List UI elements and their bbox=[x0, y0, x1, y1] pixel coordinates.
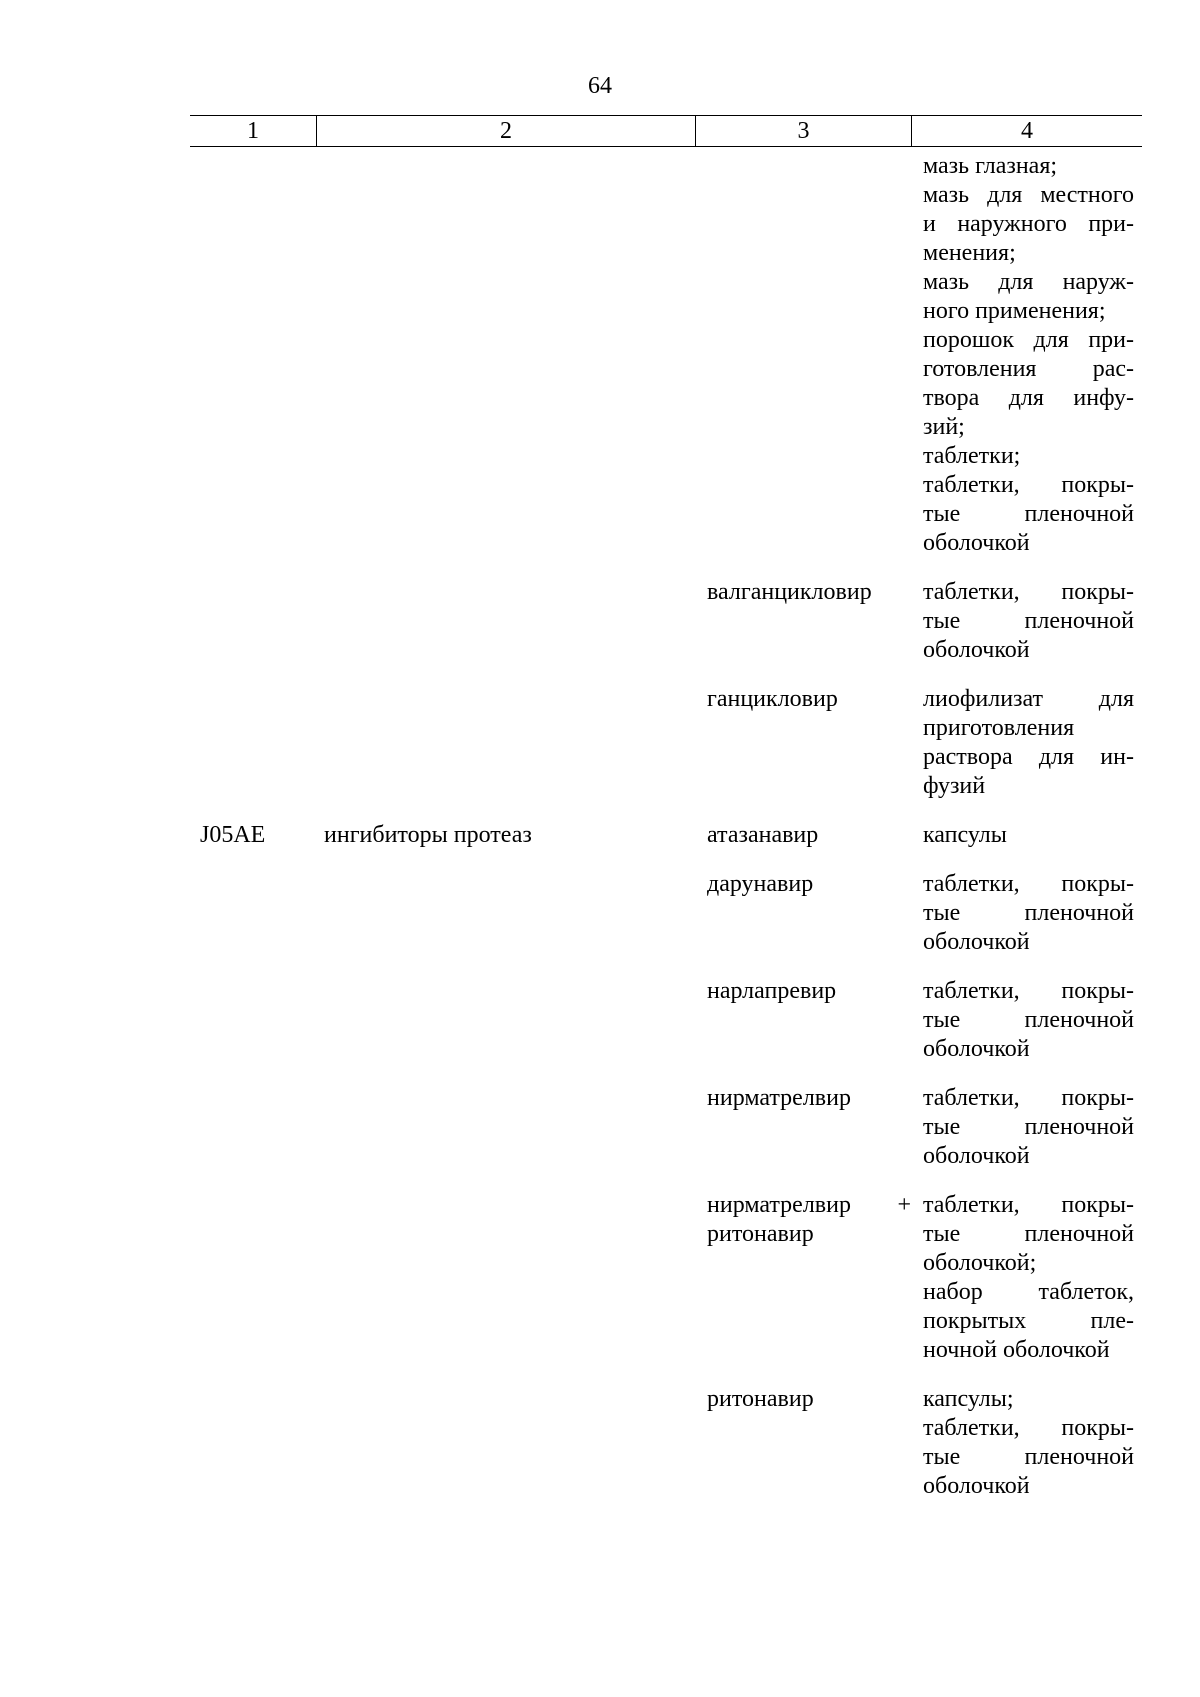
dosage-form-line: оболочкой bbox=[923, 637, 1030, 663]
table-row bbox=[190, 1084, 1142, 1171]
table-row bbox=[190, 685, 1142, 801]
dosage-form-line: капсулы bbox=[923, 822, 1007, 848]
dosage-forms bbox=[911, 1191, 1142, 1365]
table-row bbox=[190, 977, 1142, 1064]
dosage-form-line: набор таблеток, bbox=[923, 1279, 1134, 1305]
dosage-form-line: таблетки, покры- bbox=[923, 579, 1134, 605]
dosage-form-line: раствора для ин- bbox=[923, 744, 1134, 770]
dosage-forms bbox=[911, 821, 1142, 850]
table-row bbox=[190, 1385, 1142, 1501]
drug-name bbox=[695, 152, 911, 558]
atc-group bbox=[316, 977, 695, 1064]
atc-group bbox=[316, 1084, 695, 1171]
header-col-1: 1 bbox=[247, 118, 259, 144]
dosage-form-line: твора для инфу- bbox=[923, 385, 1134, 411]
atc-group bbox=[316, 870, 695, 957]
dosage-form-line: оболочкой; bbox=[923, 1250, 1037, 1276]
dosage-forms bbox=[911, 578, 1142, 665]
header-col-2: 2 bbox=[316, 116, 695, 146]
dosage-form-line: таблетки, покры- bbox=[923, 978, 1134, 1004]
drug-name: валганцикловир bbox=[707, 579, 872, 605]
dosage-form-line: таблетки; bbox=[923, 443, 1021, 469]
dosage-form-line: оболочкой bbox=[923, 1036, 1030, 1062]
dosage-form-line: тые пленочной bbox=[923, 900, 1134, 926]
dosage-form-line: таблетки, покры- bbox=[923, 1415, 1134, 1441]
dosage-forms bbox=[911, 152, 1142, 558]
dosage-form-line: порошок для при- bbox=[923, 327, 1134, 353]
dosage-form-line: оболочкой bbox=[923, 1143, 1030, 1169]
drug-name: дарунавир bbox=[707, 871, 814, 897]
atc-code bbox=[190, 1191, 316, 1365]
dosage-form-line: мазь для наруж- bbox=[923, 269, 1134, 295]
atc-group bbox=[316, 1191, 695, 1365]
table-row bbox=[190, 578, 1142, 665]
header-col-3: 3 bbox=[695, 116, 911, 146]
atc-group bbox=[316, 685, 695, 801]
atc-code bbox=[190, 1084, 316, 1171]
dosage-form-line: тые пленочной bbox=[923, 608, 1134, 634]
dosage-form-line: оболочкой bbox=[923, 530, 1030, 556]
dosage-form-line: зий; bbox=[923, 414, 965, 440]
dosage-form-line: тые пленочной bbox=[923, 1007, 1134, 1033]
dosage-form-line: тые пленочной bbox=[923, 501, 1134, 527]
table-header bbox=[190, 115, 1142, 147]
table-row bbox=[190, 152, 1142, 558]
drug-name: нирматрелвир bbox=[707, 1085, 851, 1111]
atc-group bbox=[316, 1385, 695, 1501]
atc-code bbox=[190, 977, 316, 1064]
dosage-form-line: капсулы; bbox=[923, 1386, 1014, 1412]
dosage-form-line: таблетки, покры- bbox=[923, 472, 1134, 498]
drug-name: атазанавир bbox=[707, 822, 819, 848]
dosage-form-line: приготовления bbox=[923, 715, 1075, 741]
atc-group bbox=[316, 152, 695, 558]
dosage-form-line: таблетки, покры- bbox=[923, 871, 1134, 897]
atc-code: J05AE bbox=[200, 822, 266, 848]
dosage-form-line: фузий bbox=[923, 773, 986, 799]
atc-code bbox=[190, 870, 316, 957]
dosage-form-line: оболочкой bbox=[923, 929, 1030, 955]
dosage-form-line: таблетки, покры- bbox=[923, 1192, 1134, 1218]
dosage-form-line: тые пленочной bbox=[923, 1114, 1134, 1140]
drug-name: ритонавир bbox=[707, 1386, 814, 1412]
table-row bbox=[190, 870, 1142, 957]
drug-name: нарлапревир bbox=[707, 978, 837, 1004]
table-row bbox=[190, 821, 1142, 850]
dosage-forms bbox=[911, 870, 1142, 957]
dosage-form-line: покрытых пле- bbox=[923, 1308, 1134, 1334]
drug-name: ганцикловир bbox=[707, 686, 838, 712]
header-col-4: 4 bbox=[911, 116, 1142, 146]
dosage-form-line: готовления рас- bbox=[923, 356, 1134, 382]
dosage-forms bbox=[911, 1084, 1142, 1171]
table-row bbox=[190, 1191, 1142, 1365]
dosage-form-line: тые пленочной bbox=[923, 1444, 1134, 1470]
dosage-form-line: оболочкой bbox=[923, 1473, 1030, 1499]
dosage-forms bbox=[911, 977, 1142, 1064]
dosage-form-line: и наружного при- bbox=[923, 211, 1134, 237]
atc-code bbox=[190, 578, 316, 665]
dosage-form-line: менения; bbox=[923, 240, 1016, 266]
atc-group: ингибиторы протеаз bbox=[324, 822, 532, 848]
page-number: 64 bbox=[588, 73, 612, 99]
dosage-form-line: ного применения; bbox=[923, 298, 1106, 324]
dosage-forms bbox=[911, 685, 1142, 801]
dosage-form-line: таблетки, покры- bbox=[923, 1085, 1134, 1111]
atc-code bbox=[190, 1385, 316, 1501]
dosage-form-line: мазь для местного bbox=[923, 182, 1134, 208]
dosage-form-line: тые пленочной bbox=[923, 1221, 1134, 1247]
atc-code bbox=[190, 685, 316, 801]
table-body bbox=[190, 152, 1142, 1501]
atc-group bbox=[316, 578, 695, 665]
drug-name: нирматрелвир + ритонавир bbox=[707, 1192, 911, 1247]
atc-code bbox=[190, 152, 316, 558]
dosage-form-line: ночной оболочкой bbox=[923, 1337, 1110, 1363]
dosage-form-line: лиофилизат для bbox=[923, 686, 1134, 712]
dosage-form-line: мазь глазная; bbox=[923, 153, 1058, 179]
dosage-forms bbox=[911, 1385, 1142, 1501]
